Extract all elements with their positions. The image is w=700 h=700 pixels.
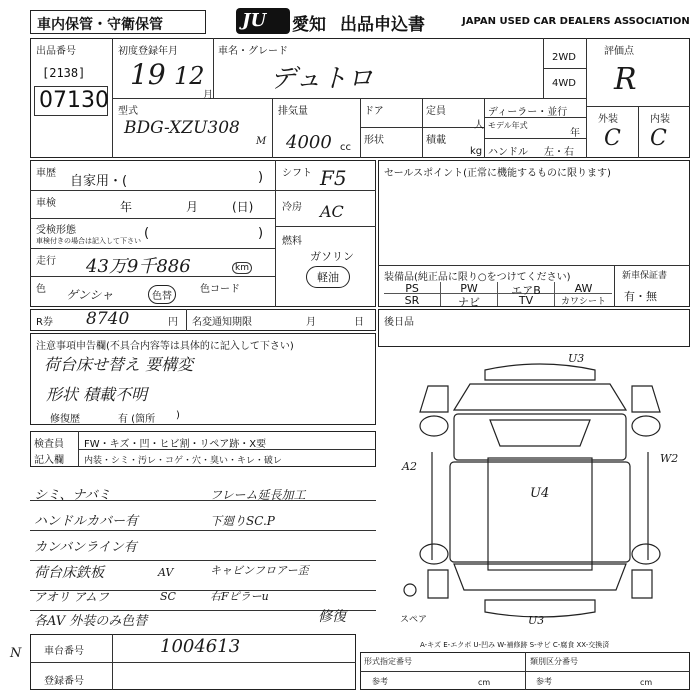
receipt-note: 車検付きの場合は記入して下さい <box>36 237 141 245</box>
repair-label: 修復歴 <box>50 414 80 425</box>
car-name-value: デュトロ <box>270 64 374 94</box>
form-title: 出品申込書 <box>340 15 425 35</box>
first-reg-month: 12 <box>174 62 205 90</box>
damage-legend: A-キズ E-エクボ U-凹み W-補修跡 S-サビ C-腐食 XX-交換済 <box>420 641 610 649</box>
warranty-label: 新車保証書 <box>622 271 668 281</box>
displacement-value: 4000 <box>286 132 332 153</box>
color-value: ゲンシャ <box>66 288 114 302</box>
mileage-value: 43万9千886 <box>86 256 191 277</box>
equipment-item: TV <box>498 294 555 306</box>
displacement-label: 排気量 <box>278 106 308 117</box>
storage-title-box <box>30 10 206 34</box>
fuel-diesel: 軽油 <box>306 266 350 288</box>
lot-number: 07130 <box>39 88 109 113</box>
model-label: 型式 <box>118 106 138 117</box>
inspection-month: 月 <box>186 200 199 214</box>
model-year-label: モデル年式 <box>488 121 528 130</box>
name-change-label: 名変通知期限 <box>192 317 252 328</box>
capacity-label: 定員 <box>426 106 446 117</box>
lot-label: 出品番号 <box>36 46 76 57</box>
drive-2wd: 2WD <box>552 52 576 63</box>
shift-label: シフト <box>282 168 312 179</box>
color-code-label: 色コード <box>200 284 240 295</box>
handle-label: ハンドル <box>488 147 528 158</box>
handle-options: 左・右 <box>544 147 574 158</box>
notes-label: 注意事項申告欄(不具合内容等は具体的に記入して下さい) <box>36 341 294 352</box>
spec-type-label: 形式指定番号 <box>364 657 412 666</box>
inspector-label-2: 記入欄 <box>34 455 64 466</box>
diagram-mark-right: W2 <box>660 452 679 465</box>
inspection-day: (日) <box>232 200 254 214</box>
shift-value: F5 <box>320 166 347 190</box>
color-change: 色替 <box>148 285 176 304</box>
aircon-label: 冷房 <box>282 202 302 213</box>
history-label: 車歴 <box>36 168 56 179</box>
inspector-row-1: FW・キズ・凹・ヒビ割・リペア跡・X要 <box>84 439 267 450</box>
notes-line1: 荷台床せ替え 要構変 <box>44 355 194 374</box>
lot-number-box <box>34 86 108 116</box>
spec-ref-1: 参考 <box>372 677 388 686</box>
recycle-value: 8740 <box>86 309 130 329</box>
dealer-label: ディーラー・並行 <box>488 107 568 118</box>
rating-exterior-label: 外装 <box>598 114 618 125</box>
remark-mark-sc: SC <box>160 590 176 603</box>
logo <box>236 8 290 34</box>
recycle-unit: 円 <box>168 317 178 328</box>
rating-score: R <box>614 62 637 97</box>
mileage-unit: km <box>232 262 252 274</box>
equipment-item: PS <box>384 282 441 294</box>
model-value: BDG-XZU308 <box>124 118 240 138</box>
receipt-close: ) <box>258 226 264 241</box>
car-name-label: 車名・グレード <box>218 46 288 57</box>
brand-name: 愛知 <box>292 15 326 35</box>
receipt-label: 受検形態 <box>36 225 76 236</box>
registration-label: 登録番号 <box>44 676 84 687</box>
repair-value: 有 (箇所 <box>118 414 156 425</box>
repair-close: ) <box>176 410 180 421</box>
sales-point-label: セールスポイント(正常に機能するものに限ります) <box>384 168 611 179</box>
model-year-unit: 年 <box>570 128 580 139</box>
diagram-mark-left: A2 <box>402 460 417 473</box>
inspection-year: 年 <box>120 200 133 214</box>
equipment-item: ナビ <box>441 294 498 306</box>
equipment-item: SR <box>384 294 441 306</box>
equipment-grid <box>384 282 612 309</box>
margin-mark: N <box>10 646 22 661</box>
spec-class-label: 類別区分番号 <box>530 657 578 666</box>
rating-exterior: C <box>604 126 621 151</box>
remark-right-2: 下廻りSC.P <box>210 514 275 528</box>
diagram-mark-front: U3 <box>568 352 585 365</box>
aircon-value: AC <box>320 202 344 221</box>
rear-items-block <box>378 309 690 347</box>
load-unit: kg <box>470 146 483 157</box>
equipment-item: PW <box>441 282 498 294</box>
remark-left-3: カンバンライン有 <box>34 540 137 555</box>
chassis-value: 1004613 <box>160 636 241 657</box>
first-reg-label: 初度登録年月 <box>118 46 178 57</box>
name-change-month: 月 <box>306 317 316 328</box>
color-label: 色 <box>36 284 46 295</box>
notes-line2: 形状 積載不明 <box>46 385 148 404</box>
equipment-item: カワシート <box>560 297 606 307</box>
diagram-mark-center: U4 <box>530 486 550 501</box>
remark-left-4: 荷台床鉄板 <box>34 565 104 581</box>
remark-right-3: キャビンフロアー歪 <box>210 564 309 577</box>
lot-bracket-number: [2138] <box>42 66 86 80</box>
recycle-label: R券 <box>36 317 53 328</box>
remark-right-1: フレーム延長加工 <box>210 488 306 502</box>
equipment-item: エアB <box>498 282 555 294</box>
drive-4wd: 4WD <box>552 78 576 89</box>
remark-right-4: 右Fピラーu <box>210 590 269 603</box>
displacement-unit: cc <box>340 142 351 153</box>
rating-label: 評価点 <box>604 46 634 57</box>
inspector-row-2: 内装・シミ・汚レ・コゲ・穴・臭い・キレ・破レ <box>84 456 282 466</box>
spec-ref-2: 参考 <box>536 677 552 686</box>
spare-label: スペア <box>400 615 428 625</box>
name-change-day: 日 <box>354 317 364 328</box>
first-reg-month-unit: 月 <box>203 90 213 101</box>
chassis-label: 車台番号 <box>44 646 84 657</box>
model-suffix: M <box>256 136 267 147</box>
inspection-label: 車検 <box>36 198 56 209</box>
fuel-label: 燃料 <box>282 236 302 247</box>
capacity-unit: 人 <box>474 120 484 131</box>
remark-mark-av: AV <box>158 566 174 579</box>
receipt-open: ( <box>144 226 150 241</box>
fuel-gasoline: ガソリン <box>310 250 354 263</box>
history-close: ) <box>258 170 264 185</box>
storage-title: 車内保管・守衛保管 <box>37 17 163 33</box>
association-name: JAPAN USED CAR DEALERS ASSOCIATION <box>462 16 690 27</box>
doors-label: ドア <box>364 106 384 117</box>
remark-right-5: 修復 <box>318 609 346 625</box>
remark-left-6: 各AV 外装のみ色替 <box>34 614 148 629</box>
rating-interior-label: 内装 <box>650 114 670 125</box>
spec-unit-1: cm <box>478 678 491 687</box>
first-reg-year: 19 <box>130 58 166 91</box>
equipment-label: 装備品(純正品に限り○をつけてください) <box>384 272 571 283</box>
diagram-mark-rear: U3 <box>528 614 545 627</box>
history-value: 自家用・( <box>70 174 128 189</box>
remark-left-5: アオリ アムフ <box>34 590 109 604</box>
remark-left-1: シミ、ナバミ <box>34 488 111 503</box>
shape-label: 形状 <box>364 135 384 146</box>
inspector-label-1: 検査員 <box>34 439 64 450</box>
logo-mark: JU <box>242 10 267 31</box>
warranty-options: 有・無 <box>624 290 657 303</box>
rear-items-label: 後日品 <box>384 317 414 328</box>
equipment-item: AW <box>555 282 612 294</box>
remark-left-2: ハンドルカバー有 <box>34 514 139 529</box>
load-label: 積載 <box>426 135 446 146</box>
rating-interior: C <box>650 126 667 151</box>
mileage-label: 走行 <box>36 256 56 267</box>
spec-unit-2: cm <box>640 678 653 687</box>
